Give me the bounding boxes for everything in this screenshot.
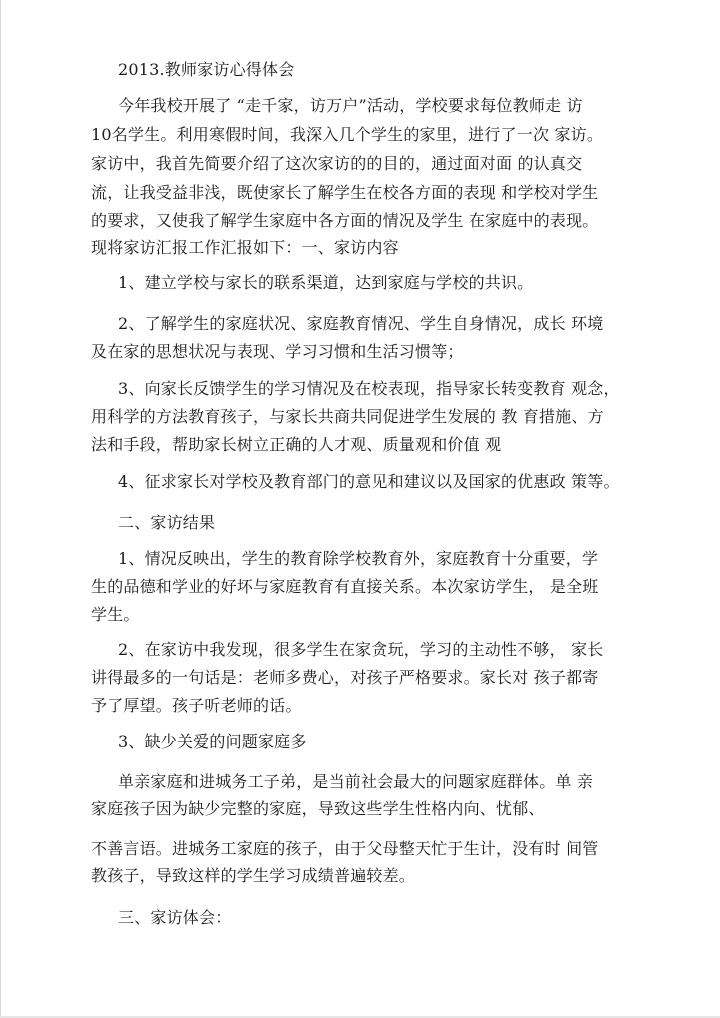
text-line: 2、了解学生的家庭状况、家庭教育情况、学生自身情况，成长 环境 [118,314,604,333]
text-line: 教孩子，导致这样的学生学习成绩普遍较差。 [91,866,416,885]
text-line: 今年我校开展了 “走千家，访万户”活动，学校要求每位教师走 访 [118,96,583,115]
text-line: 1、建立学校与家长的联系渠道，达到家庭与学校的共识。 [118,273,534,292]
text-line: 2、在家访中我发现，很多学生在家贪玩，学习的主动性不够， 家长 [118,640,604,659]
text-line: 家访中，我首先简要介绍了这次家访的的目的，通过面对面 的认真交 [91,154,583,173]
section-heading: 二、家访结果 [118,513,216,532]
text-line: 单亲家庭和进城务工子弟，是当前社会最大的问题家庭群体。单 亲 [118,772,594,791]
text-line: 讲得最多的一句话是：老师多费心，对孩子严格要求。家长对 孩子都寄 [91,668,599,687]
text-line: 的要求，又使我了解学生家庭中各方面的情况及学生 在家庭中的表现。 [91,211,599,230]
text-line: 4、征求家长对学校及教育部门的意见和建议以及国家的优惠政 策等。 [118,472,620,491]
text-line: 生的品德和学业的好坏与家庭教育有直接关系。本次家访学生， 是全班 [91,577,599,596]
text-line: 不善言语。进城务工家庭的孩子，由于父母整天忙于生计，没有时 间管 [91,839,599,858]
text-line: 法和手段，帮助家长树立正确的人才观、质量观和价值 观 [91,435,502,454]
page-border-left [0,0,1,1018]
section-heading: 3、缺少关爱的问题家庭多 [118,732,307,751]
text-line: 家庭孩子因为缺少完整的家庭，导致这些学生性格内向、忧郁、 [91,799,545,818]
text-line: 10名学生。利用寒假时间，我深入几个学生的家里，进行了一次 家访。 [91,125,604,144]
document-title: 2013.教师家访心得体会 [118,60,295,79]
text-line: 3、向家长反馈学生的学习情况及在校表现，指导家长转变教育 观念， [118,379,620,398]
section-heading: 三、家访体会： [118,908,232,927]
text-line: 学生。 [91,605,140,624]
text-line: 现将家访汇报工作汇报如下：一、家访内容 [91,238,399,257]
text-line: 流，让我受益非浅，既使家长了解学生在校各方面的表现 和学校对学生 [91,183,599,202]
text-line: 及在家的思想状况与表现、学习习惯和生活习惯等； [91,342,464,361]
text-line: 予了厚望。孩子听老师的话。 [91,696,302,715]
text-line: 1、情况反映出，学生的教育除学校教育外，家庭教育十分重要，学 [118,549,599,568]
text-line: 用科学的方法教育孩子，与家长共商共同促进学生发展的 教 育措施、方 [91,407,604,426]
